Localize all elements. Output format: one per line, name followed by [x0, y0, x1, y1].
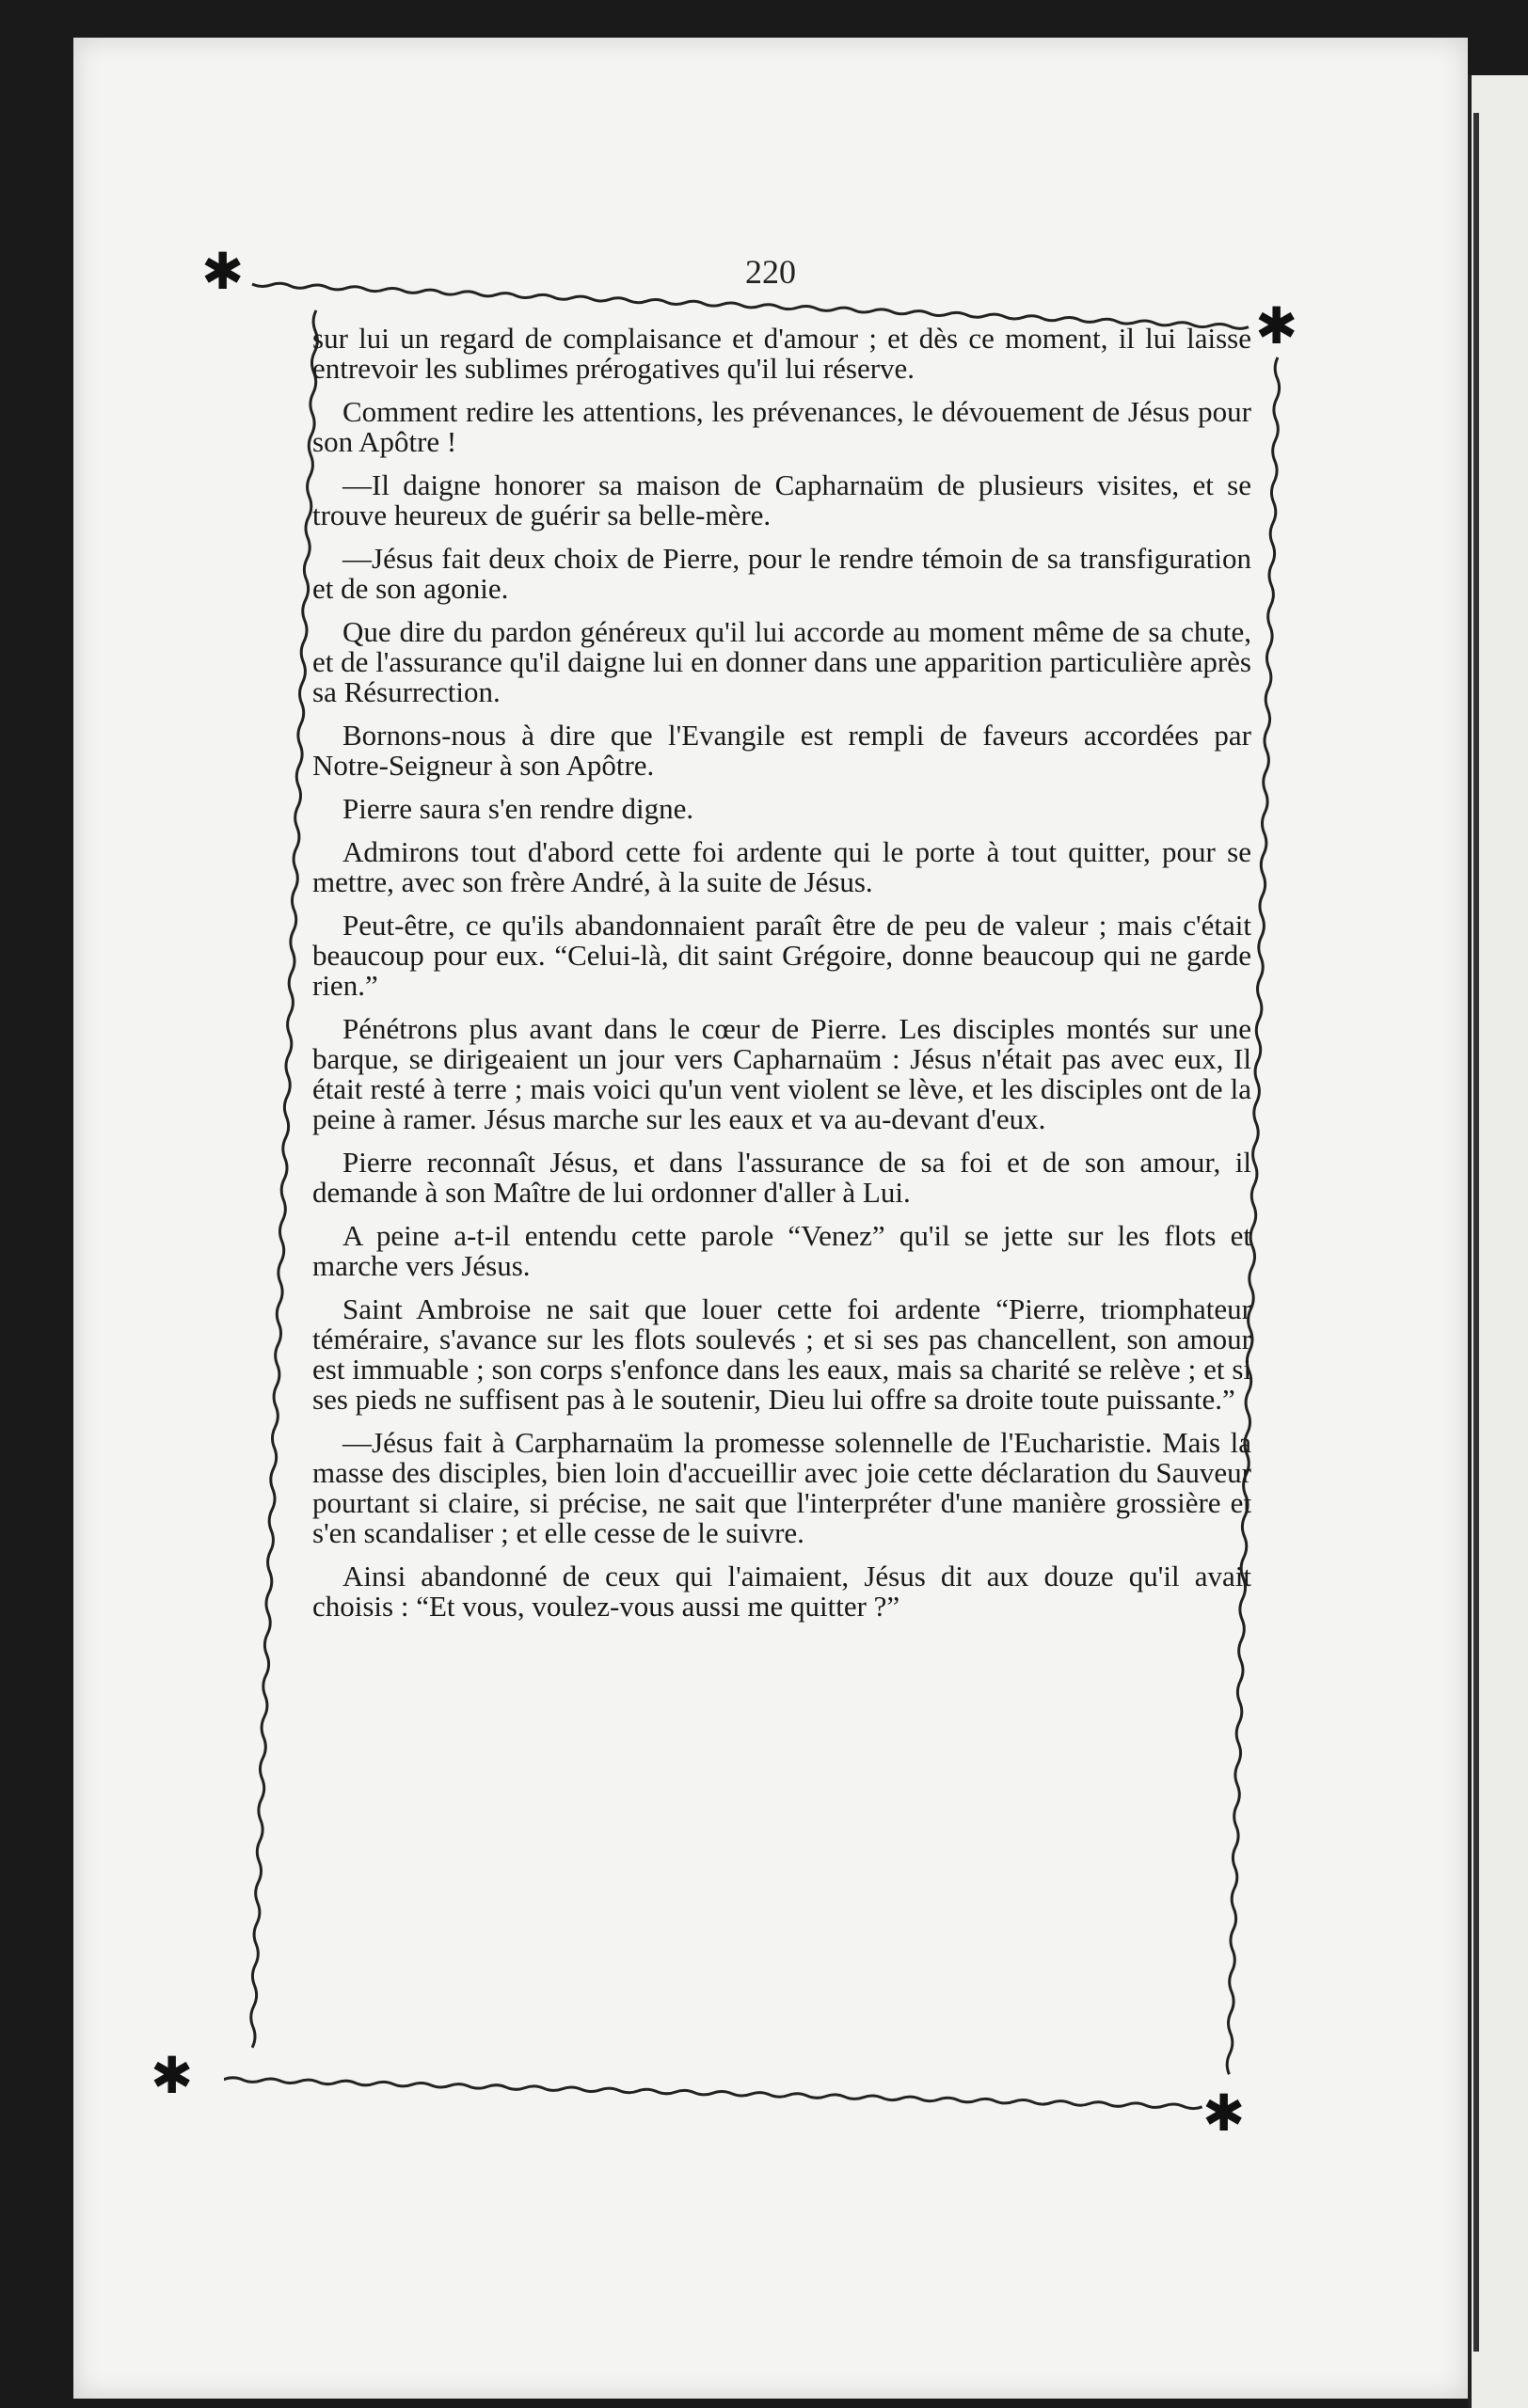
adjacent-page-rule [1473, 113, 1479, 2352]
paragraph: Ainsi abandonné de ceux qui l'aimaient, Jésus dit aux douze qu'il avait choisis : “Et vous, voulez-vous aussi me quitter ?” [312, 1560, 1251, 1623]
paragraph: sur lui un regard de complaisance et d'amour ; et dès ce moment, il lui laisse entrevoir les sublimes prérogatives qu'il lui réserve. [312, 324, 1251, 385]
corner-asterisk-icon: ✱ [1255, 296, 1298, 356]
page-number: 220 [745, 253, 796, 291]
paragraph: A peine a-t-il entendu cette parole “Venez” qu'il se jette sur les flots et marche vers Jésus. [312, 1219, 1251, 1282]
paragraph: Comment redire les attentions, les prévenances, le dévouement de Jésus pour son Apôtre ! [312, 395, 1251, 458]
paragraph: Peut-être, ce qu'ils abandonnaient paraît être de peu de valeur ; mais c'était beaucoup pour eux. “Celui-là, dit saint Grégoire, donne beaucoup qui ne garde rien.” [312, 909, 1251, 1002]
paragraph: Saint Ambroise ne sait que louer cette foi ardente “Pierre, triomphateur téméraire, s'avance sur les flots soulevés ; et si ses pas chancellent, son amour est immuable ; son corps s'enfonce dans les eaux, mais sa charité se relève ; et si ses pieds ne suffisent pas à le soutenir, Dieu lui offre sa droite toute puissante.” [312, 1292, 1251, 1416]
corner-asterisk-icon: ✱ [151, 2046, 194, 2105]
paragraph: Pierre saura s'en rendre digne. [342, 792, 694, 825]
adjacent-page-edge [1468, 75, 1528, 2408]
corner-asterisk-icon: ✱ [201, 242, 245, 301]
paragraph: Bornons-nous à dire que l'Evangile est rempli de faveurs accordées par Notre-Seigneur à son Apôtre. [312, 719, 1251, 782]
paragraph: —Il daigne honorer sa maison de Capharnaüm de plusieurs visites, et se trouve heureux de guérir sa belle-mère. [312, 468, 1251, 531]
paragraph: Pierre reconnaît Jésus, et dans l'assurance de sa foi et de son amour, il demande à son Maître de lui ordonner d'aller à Lui. [312, 1146, 1251, 1209]
paragraph: Que dire du pardon généreux qu'il lui accorde au moment même de sa chute, et de l'assurance qu'il daigne lui en donner dans une apparition particulière après sa Résurrection. [312, 615, 1251, 708]
paragraph: Admirons tout d'abord cette foi ardente qui le porte à tout quitter, pour se mettre, avec son frère André, à la suite de Jésus. [312, 835, 1251, 898]
corner-asterisk-icon: ✱ [1202, 2083, 1246, 2143]
body-text [312, 324, 1251, 2054]
paragraph: —Jésus fait deux choix de Pierre, pour le rendre témoin de sa transfiguration et de son agonie. [312, 542, 1251, 605]
paragraph: —Jésus fait à Carpharnaüm la promesse solennelle de l'Eucharistie. Mais la masse des disciples, bien loin d'accueillir avec joie cette déclaration du Sauveur pourtant si claire, si précise, ne sait que l'interpréter d'une manière grossière et s'en scandaliser ; et elle cesse de le suivre. [312, 1426, 1251, 1549]
paragraph: Pénétrons plus avant dans le cœur de Pierre. Les disciples montés sur une barque, se dirigeaient un jour vers Capharnaüm : Jésus n'était pas avec eux, Il était resté à terre ; mais voici qu'un vent violent se lève, et les disciples ont de la peine à ramer. Jésus marche sur les eaux et va au-devant d'eux. [312, 1012, 1251, 1135]
